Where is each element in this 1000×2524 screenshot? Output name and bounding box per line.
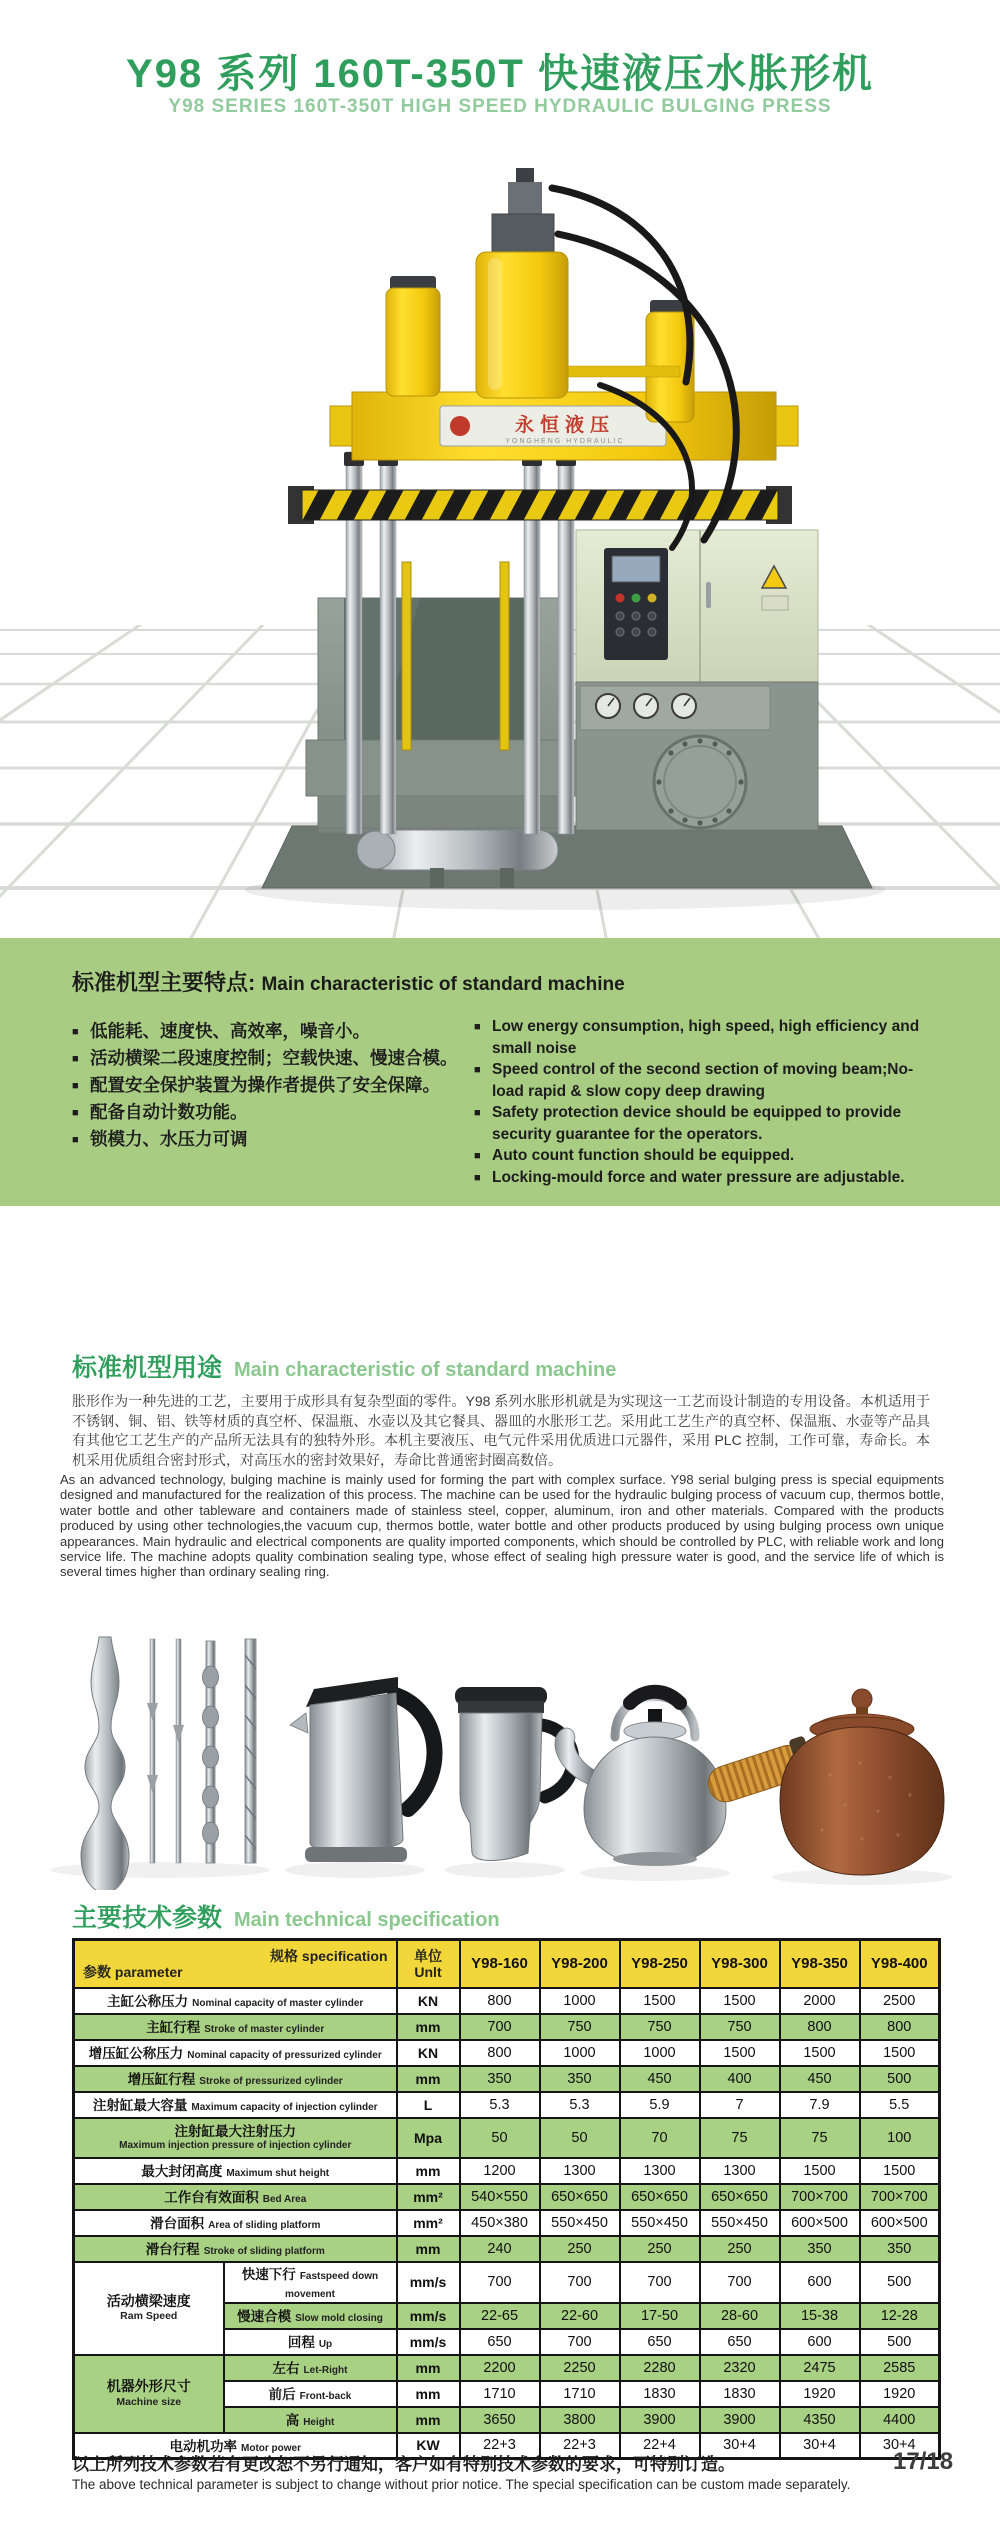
spec-model-header: Y98-350 [780, 1940, 860, 1988]
spec-value: 70 [620, 2118, 700, 2158]
specs-heading [72, 1898, 500, 1934]
spec-value: 7 [700, 2092, 780, 2118]
spec-value: 5.5 [860, 2092, 940, 2118]
spec-value: 1500 [780, 2158, 860, 2184]
spec-value: 75 [780, 2118, 860, 2158]
spec-unit: mm [397, 2355, 460, 2381]
spec-value: 3650 [460, 2407, 540, 2433]
spec-value: 1000 [620, 2040, 700, 2066]
spec-value: 250 [540, 2236, 620, 2262]
spec-value: 550×450 [540, 2210, 620, 2236]
spec-unit: mm/s [397, 2262, 460, 2303]
spec-param-label: 快速下行 Fastspeed down movement [224, 2262, 397, 2303]
spec-value: 1830 [620, 2381, 700, 2407]
usage-heading-cn: 标准机型用途 [72, 1354, 223, 1382]
spec-value: 750 [700, 2014, 780, 2040]
spec-value: 650×650 [540, 2184, 620, 2210]
spec-row [74, 2158, 940, 2184]
spec-unit: mm [397, 2381, 460, 2407]
product-photo-electric-kettle [290, 1677, 435, 1862]
features-heading-en: Main characteristic of standard machine [261, 974, 625, 995]
spec-value: 350 [860, 2236, 940, 2262]
spec-value: 550×450 [620, 2210, 700, 2236]
spec-value: 75 [700, 2118, 780, 2158]
spec-value: 700×700 [780, 2184, 860, 2210]
spec-value: 5.3 [540, 2092, 620, 2118]
spec-value: 7.9 [780, 2092, 860, 2118]
feature-bullet: ■ Speed control of the second section of moving beam;No-load rapid & slow copy deep drawing [474, 1061, 914, 1100]
spec-value: 2280 [620, 2355, 700, 2381]
spec-value: 500 [860, 2329, 940, 2355]
page-subtitle: Y98 SERIES 160T-350T HIGH SPEED HYDRAULIC BULGING PRESS [168, 96, 832, 117]
spec-value: 700 [620, 2262, 700, 2303]
spec-param-label: 注射缸最大注射压力 Maximum injection pressure of injection cylinder [74, 2118, 397, 2158]
spec-unit: KW [397, 2433, 460, 2459]
spec-param-label: 左右 Let-Right [224, 2355, 397, 2381]
spec-param-label: 增压缸公称压力 Nominal capacity of pressurized cylinder [74, 2040, 397, 2066]
spec-value: 30+4 [780, 2433, 860, 2459]
spec-unit: mm [397, 2066, 460, 2092]
spec-value: 1710 [540, 2381, 620, 2407]
spec-value: 800 [460, 1988, 540, 2014]
spec-value: 350 [780, 2236, 860, 2262]
spec-param-label: 前后 Front-back [224, 2381, 397, 2407]
feature-bullet: ■ 锁模力、水压力可调 [72, 1129, 248, 1149]
light-curtain-bar [402, 562, 411, 750]
spec-value: 1500 [860, 2158, 940, 2184]
spec-value: 1300 [700, 2158, 780, 2184]
specs-heading-cn: 主要技术参数 [72, 1904, 223, 1932]
spec-value: 650 [620, 2329, 700, 2355]
spec-value: 1000 [540, 2040, 620, 2066]
spec-value: 100 [860, 2118, 940, 2158]
spec-value: 1300 [620, 2158, 700, 2184]
spec-param-label: 回程 Up [224, 2329, 397, 2355]
spec-unit: mm² [397, 2184, 460, 2210]
features-list-en [474, 1016, 940, 1188]
spec-param-label: 慢速合模 Slow mold closing [224, 2303, 397, 2329]
spec-value: 700×700 [860, 2184, 940, 2210]
spec-value: 550×450 [700, 2210, 780, 2236]
spec-value: 30+4 [700, 2433, 780, 2459]
spec-value: 1200 [460, 2158, 540, 2184]
spec-value: 650×650 [620, 2184, 700, 2210]
spec-value: 1500 [700, 1988, 780, 2014]
spec-param-label: 滑台行程 Stroke of sliding platform [74, 2236, 397, 2262]
spec-row [74, 2184, 940, 2210]
spec-value: 2000 [780, 1988, 860, 2014]
spec-value: 250 [620, 2236, 700, 2262]
spec-value: 400 [700, 2066, 780, 2092]
spec-row [74, 2092, 940, 2118]
spec-value: 4400 [860, 2407, 940, 2433]
specs-heading-en: Main technical specification [234, 1909, 500, 1931]
control-cabinet [576, 530, 818, 830]
spec-group-label: 活动横梁速度 Ram Speed [74, 2262, 224, 2355]
spec-param-label: 高 Height [224, 2407, 397, 2433]
spec-value: 250 [700, 2236, 780, 2262]
spec-value: 1500 [780, 2040, 860, 2066]
light-curtain-bar [500, 562, 509, 750]
page-number: 17/18 [893, 2448, 954, 2475]
spec-unit: Mpa [397, 2118, 460, 2158]
spec-value: 750 [540, 2014, 620, 2040]
spec-row [74, 2262, 940, 2303]
spec-value: 3800 [540, 2407, 620, 2433]
spec-value: 4350 [780, 2407, 860, 2433]
spec-unit: mm/s [397, 2329, 460, 2355]
spec-value: 240 [460, 2236, 540, 2262]
spec-param-label: 主缸公称压力 Nominal capacity of master cylinder [74, 1988, 397, 2014]
features-section [0, 938, 1000, 1206]
spec-value: 22+4 [620, 2433, 700, 2459]
feature-bullet: ■ Auto count function should be equipped. [474, 1147, 795, 1164]
spec-value: 22-65 [460, 2303, 540, 2329]
flange-port [654, 736, 746, 828]
spec-unit: KN [397, 2040, 460, 2066]
feature-bullet: ■ 配备自动计数功能。 [72, 1102, 248, 1122]
features-heading-cn: 标准机型主要特点: [72, 970, 256, 995]
spec-unit: mm/s [397, 2303, 460, 2329]
features-heading [72, 966, 625, 997]
spec-unit: mm [397, 2236, 460, 2262]
feature-bullet: ■ 低能耗、速度快、高效率，噪音小。 [72, 1021, 370, 1041]
spec-model-header: Y98-200 [540, 1940, 620, 1988]
spec-value: 1710 [460, 2381, 540, 2407]
spec-value: 15-38 [780, 2303, 860, 2329]
spec-value: 600×500 [860, 2210, 940, 2236]
spec-unit: mm [397, 2014, 460, 2040]
feature-bullet: ■ 活动横梁二段速度控制；空载快速、慢速合模。 [72, 1048, 458, 1068]
spec-param-label: 工作台有效面积 Bed Area [74, 2184, 397, 2210]
spec-row [74, 2355, 940, 2381]
spec-corner-top: 规格 specification [270, 1948, 388, 1964]
spec-unit: mm² [397, 2210, 460, 2236]
spec-model-header: Y98-400 [860, 1940, 940, 1988]
spec-value: 800 [860, 2014, 940, 2040]
spec-value: 700 [540, 2329, 620, 2355]
spec-row [74, 2066, 940, 2092]
spec-value: 3900 [620, 2407, 700, 2433]
spec-param-label: 最大封闭高度 Maximum shut height [74, 2158, 397, 2184]
spec-row [74, 2040, 940, 2066]
spec-corner-header [74, 1940, 397, 1988]
usage-paragraph-cn: 胀形作为一种先进的工艺，主要用于成形具有复杂型面的零件。Y98 系列水胀形机就是为实现这一工艺而设计制造的专用设备。本机适用于不锈钢、铜、铝、铁等材质的真空杯、保温瓶、水壶以及其它餐具、器皿的水胀形工艺。采用此工艺生产的真空杯、保温瓶、水壶等产品具有其他它工艺生产的产品所无法具有的独特外形。本机主要液压、电气元件采用优质进口元器件，采用 PLC 控制，工作可靠，寿命长。本机采用优质组合密封形式，对高压水的密封效果好，寿命比普通密封圈高数倍。 [72, 1393, 930, 1468]
spec-value: 2200 [460, 2355, 540, 2381]
spec-row [74, 2210, 940, 2236]
spec-value: 600×500 [780, 2210, 860, 2236]
spec-value: 2585 [860, 2355, 940, 2381]
spec-group-label: 机器外形尺寸 Machine size [74, 2355, 224, 2433]
spec-value: 650 [700, 2329, 780, 2355]
feature-bullet: ■ Safety protection device should be equipped to provide security guarantee for the operators. [474, 1104, 902, 1143]
spec-value: 1920 [860, 2381, 940, 2407]
spec-value: 5.9 [620, 2092, 700, 2118]
spec-value: 22-60 [540, 2303, 620, 2329]
spec-param-label: 增压缸行程 Stroke of pressurized cylinder [74, 2066, 397, 2092]
spec-value: 2500 [860, 1988, 940, 2014]
spec-value: 700 [540, 2262, 620, 2303]
spec-value: 2320 [700, 2355, 780, 2381]
brand-name: 永恒液压 [514, 415, 616, 436]
feature-bullet: ■ Low energy consumption, high speed, high efficiency and small noise [474, 1018, 920, 1057]
spec-value: 22+3 [460, 2433, 540, 2459]
spec-value: 22+3 [540, 2433, 620, 2459]
spec-row [74, 2014, 940, 2040]
product-photo-travel-mug [455, 1687, 573, 1861]
spec-value: 1920 [780, 2381, 860, 2407]
spec-value: 1500 [860, 2040, 940, 2066]
spec-value: 450 [780, 2066, 860, 2092]
spec-unit: mm [397, 2407, 460, 2433]
product-photo-kettle [555, 1692, 726, 1866]
spec-value: 2250 [540, 2355, 620, 2381]
features-list-cn [72, 1018, 467, 1153]
spec-model-header: Y98-250 [620, 1940, 700, 1988]
usage-paragraph-en: As an advanced technology, bulging machine is mainly used for forming the part with complex surface. Y98 serial bulging press is special equipments designed and manufactured for the realization of this process. The machine can be used for the hydraulic bulging process of vacuum cup, thermos bottle, water bottle and other tableware and containers made of stainless steel, copper, aluminum, iron and other materials. Compared with the products produced by using other technologies,the vacuum cup, thermos bottle, water bottle and other products produced by using bulging process own unique appearances. Main hydraulic and electrical components are quality imported components, which should be controlled by PLC, with reliable work and long service life. The machine adopts quality combination sealing type, whose effect of sealing high pressure water is good, and the service life of which is several times higher than ordinary sealing ring. [60, 1472, 944, 1580]
brand-name-en: YONGHENG HYDRAULIC [505, 438, 625, 445]
products-photo-row [0, 1625, 1000, 1890]
spec-value: 800 [460, 2040, 540, 2066]
product-photo-copper-pot [703, 1689, 944, 1875]
spec-value: 450×380 [460, 2210, 540, 2236]
feature-bullet: ■ 配置安全保护装置为操作者提供了安全保障。 [72, 1075, 440, 1095]
spec-row [74, 1988, 940, 2014]
spec-corner-bottom: 参数 parameter [83, 1963, 183, 1980]
spec-value: 800 [780, 2014, 860, 2040]
spec-value: 600 [780, 2262, 860, 2303]
spec-param-label: 主缸行程 Stroke of master cylinder [74, 2014, 397, 2040]
spec-value: 50 [460, 2118, 540, 2158]
spec-param-label: 注射缸最大容量 Maximum capacity of injection cylinder [74, 2092, 397, 2118]
page-title: Y98 系列 160T-350T 快速液压水胀形机 [126, 52, 874, 96]
spec-value: 1830 [700, 2381, 780, 2407]
spec-table [72, 1938, 941, 2460]
spec-value: 350 [460, 2066, 540, 2092]
spec-value: 28-60 [700, 2303, 780, 2329]
spec-value: 450 [620, 2066, 700, 2092]
machine-photo [0, 130, 1000, 958]
spec-param-label: 滑台面积 Area of sliding platform [74, 2210, 397, 2236]
spec-value: 500 [860, 2066, 940, 2092]
spec-value: 600 [780, 2329, 860, 2355]
spec-value: 500 [860, 2262, 940, 2303]
product-photo-balusters [81, 1637, 256, 1890]
spec-value: 1300 [540, 2158, 620, 2184]
spec-value: 750 [620, 2014, 700, 2040]
spec-value: 540×550 [460, 2184, 540, 2210]
spec-value: 650 [460, 2329, 540, 2355]
spec-row [74, 2118, 940, 2158]
spec-model-header: Y98-300 [700, 1940, 780, 1988]
spec-value: 700 [460, 2262, 540, 2303]
spec-value: 50 [540, 2118, 620, 2158]
spec-value: 12-28 [860, 2303, 940, 2329]
spec-unit: KN [397, 1988, 460, 2014]
spec-value: 3900 [700, 2407, 780, 2433]
spec-value: 5.3 [460, 2092, 540, 2118]
spec-model-header: Y98-160 [460, 1940, 540, 1988]
usage-heading [72, 1348, 616, 1384]
spec-value: 1000 [540, 1988, 620, 2014]
spec-unit-header: 单位 Unlt [397, 1940, 460, 1988]
hazard-stripe-beam [302, 490, 778, 520]
footer-note-en: The above technical parameter is subject to change without prior notice. The special specification can be custom made separately. [72, 2477, 851, 2492]
spec-unit: mm [397, 2158, 460, 2184]
spec-param-label: 电动机功率 Motor power [74, 2433, 397, 2459]
spec-value: 1500 [620, 1988, 700, 2014]
spec-value: 650×650 [700, 2184, 780, 2210]
spec-value: 700 [460, 2014, 540, 2040]
spec-value: 17-50 [620, 2303, 700, 2329]
spec-value: 350 [540, 2066, 620, 2092]
spec-value: 30+4 [860, 2433, 940, 2459]
feature-bullet: ■ Locking-mould force and water pressure are adjustable. [474, 1168, 905, 1186]
spec-value: 1500 [700, 2040, 780, 2066]
spec-row [74, 2236, 940, 2262]
spec-unit: L [397, 2092, 460, 2118]
footer-note-cn: 以上所列技术参数若有更改恕不另行通知，客户如有特别技术参数的要求，可特别订造。 [72, 2455, 735, 2474]
spec-value: 2475 [780, 2355, 860, 2381]
usage-heading-en: Main characteristic of standard machine [234, 1359, 617, 1381]
spec-value: 700 [700, 2262, 780, 2303]
